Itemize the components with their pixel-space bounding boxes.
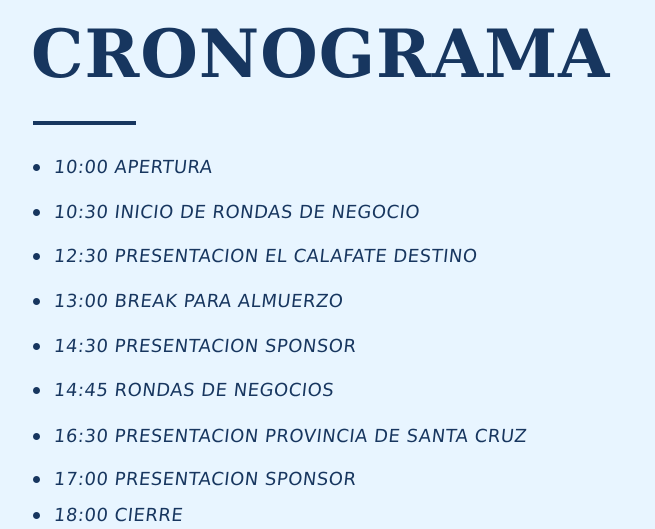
bullet-icon	[33, 387, 40, 394]
schedule-item-text: 12:30 PRESENTACION EL CALAFATE DESTINO	[52, 245, 479, 267]
schedule-item-text: 18:00 CIERRE	[52, 504, 185, 526]
page-title: CRONOGRAMA	[31, 15, 611, 93]
schedule-item	[33, 465, 356, 493]
schedule-item-text: 10:00 APERTURA	[52, 156, 214, 178]
bullet-icon	[33, 209, 40, 216]
schedule-item	[33, 198, 420, 226]
schedule-item-text: 16:30 PRESENTACION PROVINCIA DE SANTA CRUZ	[52, 425, 529, 447]
bullet-icon	[33, 433, 40, 440]
schedule-item-text: 14:30 PRESENTACION SPONSOR	[52, 335, 358, 357]
schedule-item	[33, 153, 213, 181]
schedule-item-text: 14:45 RONDAS DE NEGOCIOS	[52, 379, 336, 401]
bullet-icon	[33, 512, 40, 519]
schedule-item	[33, 376, 334, 404]
schedule-item	[33, 501, 183, 529]
schedule-item	[33, 287, 343, 315]
title-underline	[33, 121, 136, 125]
schedule-item-text: 10:30 INICIO DE RONDAS DE NEGOCIO	[52, 201, 422, 223]
bullet-icon	[33, 164, 40, 171]
schedule-item-text: 13:00 BREAK PARA ALMUERZO	[52, 290, 345, 312]
schedule-item	[33, 422, 527, 450]
bullet-icon	[33, 343, 40, 350]
bullet-icon	[33, 476, 40, 483]
bullet-icon	[33, 298, 40, 305]
schedule-item	[33, 242, 477, 270]
schedule-item	[33, 332, 356, 360]
schedule-item-text: 17:00 PRESENTACION SPONSOR	[52, 468, 358, 490]
bullet-icon	[33, 253, 40, 260]
